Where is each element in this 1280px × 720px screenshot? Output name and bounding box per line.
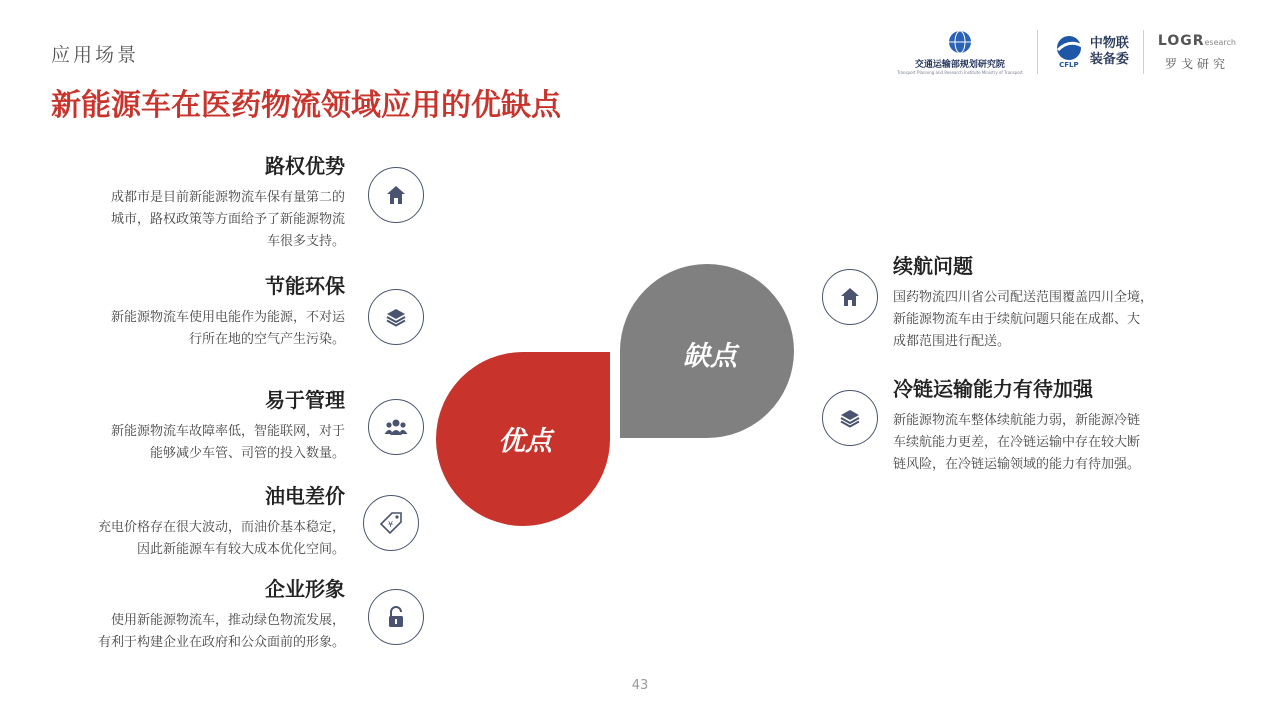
logo1-subtitle: Transport Planning and Research Institute Ministry of Transport <box>896 69 1023 75</box>
advantage-desc: 充电价格存在很大波动，而油价基本稳定， 因此新能源车有较大成本优化空间。 <box>97 520 345 557</box>
advantage-desc: 新能源物流车使用电能作为能源，不对运 行所在地的空气产生污染。 <box>110 310 345 347</box>
advantage-title: 路权优势 <box>265 154 345 178</box>
disadvantage-label: 缺点 <box>683 341 737 372</box>
logo3-bottom: 罗戈研究 <box>1164 56 1229 71</box>
logo1-name: 交通运输部规划研究院 <box>914 59 1005 70</box>
advantage-item <box>0 150 345 253</box>
disadvantage-item <box>893 373 1193 476</box>
section-label: 应用场景 <box>51 44 140 66</box>
disadvantage-desc: 新能源物流车整体续航能力弱，新能源冷链 车续航能力更差，在冷链运输中存在较大断 链风险，在冷链运输领域的能力有待加强。 <box>893 413 1141 472</box>
disadvantage-item <box>893 250 1193 353</box>
unlock-icon <box>368 589 424 645</box>
advantage-title: 油电差价 <box>265 484 345 508</box>
advantage-desc: 成都市是目前新能源物流车保有量第二的 城市，路权政策等方面给予了新能源物流 车很多支持。 <box>110 190 345 249</box>
home-icon <box>368 167 424 223</box>
layers-icon <box>822 390 878 446</box>
layers-icon <box>368 289 424 345</box>
advantage-item <box>0 270 345 351</box>
disadvantage-title: 续航问题 <box>893 254 973 278</box>
page-number: 43 <box>631 678 649 693</box>
advantage-label: 优点 <box>498 426 552 457</box>
advantage-title: 节能环保 <box>265 274 345 298</box>
logo2-line1: 中物联 <box>1089 36 1129 51</box>
advantage-item <box>0 384 345 465</box>
logo3-top: LOGResearch <box>1157 32 1236 49</box>
disadvantage-desc: 国药物流四川省公司配送范围覆盖四川全境， 新能源物流车由于续航问题只能在成都、大 成都范围进行配送。 <box>893 290 1154 349</box>
logo2-line2: 装备委 <box>1089 52 1129 67</box>
home-icon <box>822 269 878 325</box>
svg-text:¥: ¥ <box>388 520 394 529</box>
users-icon <box>368 399 424 455</box>
advantage-desc: 使用新能源物流车，推动绿色物流发展， 有利于构建企业在政府和公众面前的形象。 <box>97 613 345 650</box>
advantage-desc: 新能源物流车故障率低，智能联网，对于 能够减少车管、司管的投入数量。 <box>110 424 345 461</box>
advantage-title: 易于管理 <box>265 388 345 412</box>
price-tag-icon <box>363 495 419 551</box>
disadvantage-title: 冷链运输能力有待加强 <box>893 377 1093 401</box>
page-title: 新能源车在医药物流领域应用的优缺点 <box>51 88 561 123</box>
advantage-item <box>0 573 345 654</box>
advantage-item <box>0 480 345 561</box>
advantage-title: 企业形象 <box>265 577 345 601</box>
cflp-mark: CFLP <box>1059 61 1079 69</box>
